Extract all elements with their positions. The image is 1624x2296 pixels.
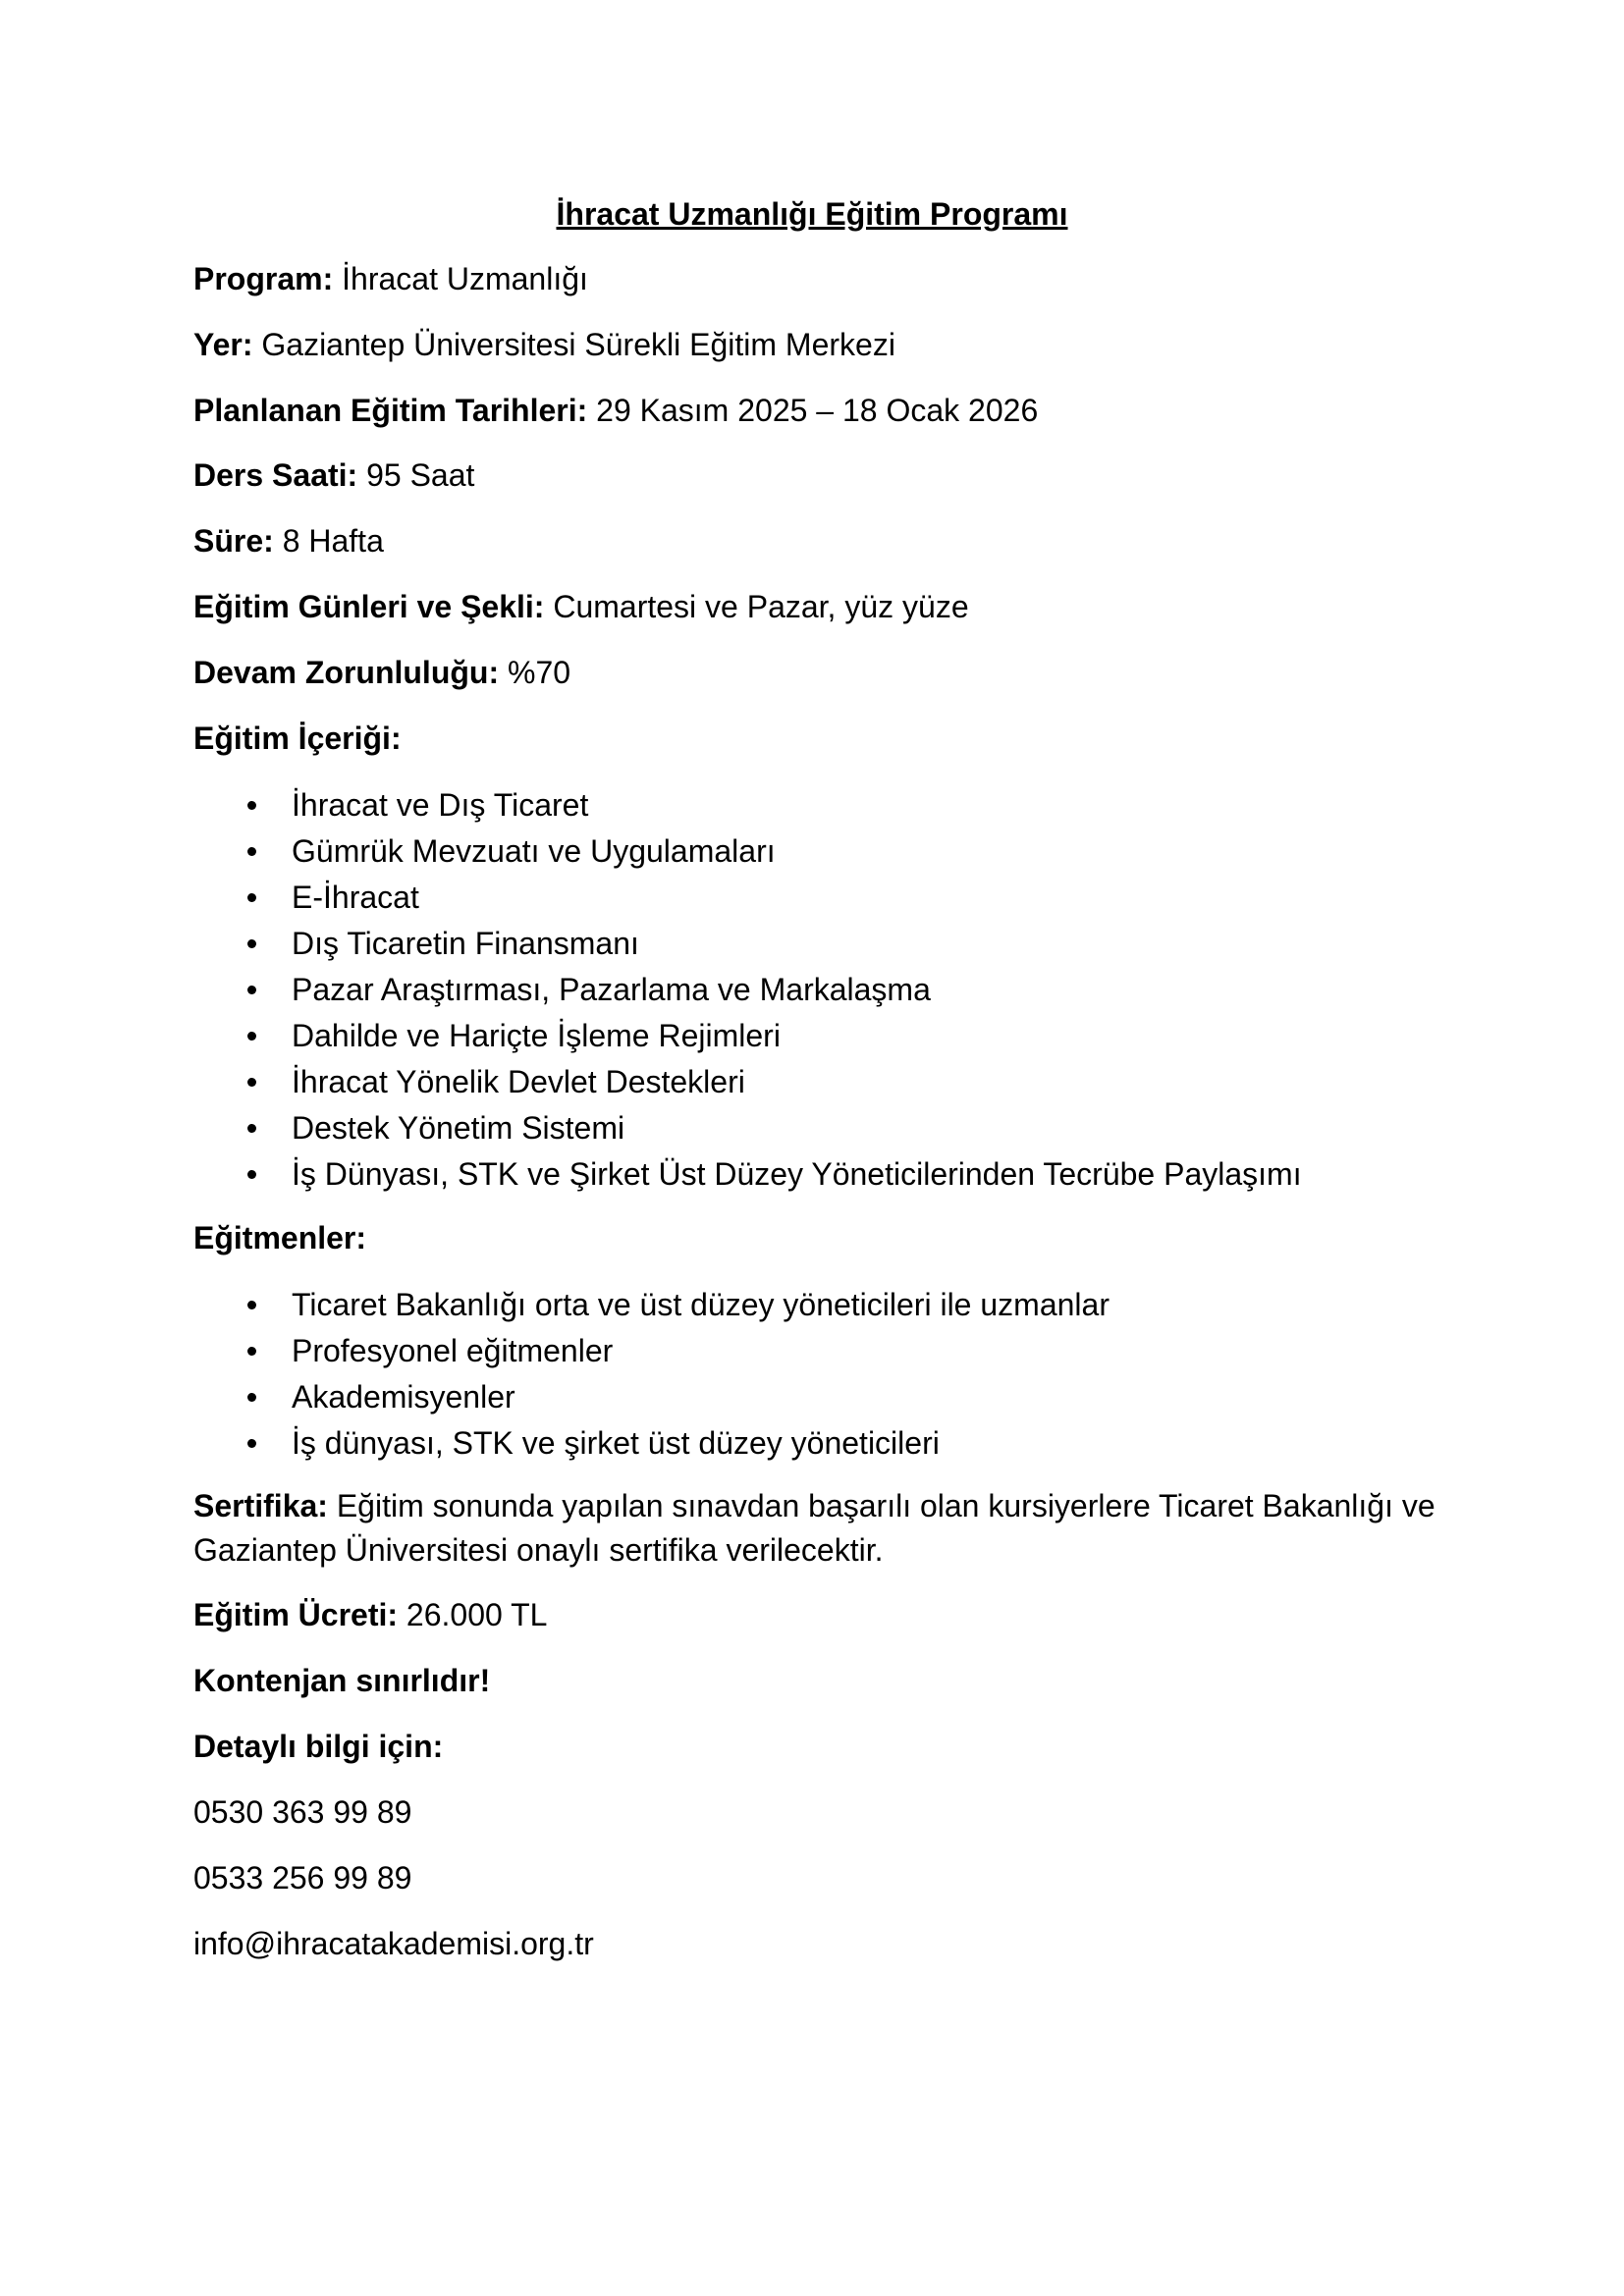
list-item-text: Dış Ticaretin Finansmanı xyxy=(292,926,639,961)
attendance-line xyxy=(193,653,570,692)
location-value: Gaziantep Üniversitesi Sürekli Eğitim Merkezi xyxy=(252,327,895,362)
bullet-icon xyxy=(247,1032,256,1041)
bullet-icon xyxy=(247,1393,256,1402)
location-line xyxy=(193,325,895,364)
bullet-icon xyxy=(247,1078,256,1087)
dates-label: Planlanan Eğitim Tarihleri: xyxy=(193,393,588,428)
phone-number-2: 0533 256 99 89 xyxy=(193,1860,412,1896)
list-item-text: İhracat Yönelik Devlet Destekleri xyxy=(292,1064,745,1099)
list-item-text: Profesyonel eğitmenler xyxy=(292,1333,614,1368)
list-item-text: Destek Yönetim Sistemi xyxy=(292,1110,625,1146)
duration-line xyxy=(193,521,384,561)
certificate-label: Sertifika: xyxy=(193,1488,328,1523)
phone-number-1: 0530 363 99 89 xyxy=(193,1794,412,1830)
bullet-icon xyxy=(247,1439,256,1448)
hours-value: 95 Saat xyxy=(357,457,475,493)
hours-line xyxy=(193,455,474,495)
program-line xyxy=(193,259,588,298)
bullet-icon xyxy=(247,847,256,856)
fee-label: Eğitim Ücreti: xyxy=(193,1597,399,1632)
list-item-text: Akademisyenler xyxy=(292,1379,515,1415)
contact-heading: Detaylı bilgi için: xyxy=(193,1729,444,1764)
dates-line xyxy=(193,391,1038,430)
duration-value: 8 Hafta xyxy=(273,523,384,559)
program-label: Program: xyxy=(193,261,334,296)
list-item-text: Dahilde ve Hariçte İşleme Rejimleri xyxy=(292,1018,781,1053)
bullet-icon xyxy=(247,801,256,810)
list-item-text: E-İhracat xyxy=(292,880,419,915)
bullet-icon xyxy=(247,986,256,994)
schedule-line xyxy=(193,587,969,626)
quota-notice: Kontenjan sınırlıdır! xyxy=(193,1663,491,1698)
list-item-text: İhracat ve Dış Ticaret xyxy=(292,787,589,823)
hours-label: Ders Saati: xyxy=(193,457,358,493)
duration-label: Süre: xyxy=(193,523,274,559)
certificate-text: Eğitim sonunda yapılan sınavdan başarılı olan kursiyerlere Ticaret Bakanlığı ve Gaziantep Üniversitesi onaylı sertifika verilecektir. xyxy=(193,1488,1435,1568)
dates-value: 29 Kasım 2025 – 18 Ocak 2026 xyxy=(587,393,1039,428)
list-item-text: Gümrük Mevzuatı ve Uygulamaları xyxy=(292,833,776,869)
list-item-text: Pazar Araştırması, Pazarlama ve Markalaşma xyxy=(292,972,931,1007)
trainers-heading: Eğitmenler: xyxy=(193,1220,367,1255)
bullet-icon xyxy=(247,939,256,948)
bullet-icon xyxy=(247,1301,256,1309)
list-item-text: İş Dünyası, STK ve Şirket Üst Düzey Yöneticilerinden Tecrübe Paylaşımı xyxy=(292,1156,1302,1192)
list-item-text: İş dünyası, STK ve şirket üst düzey yöneticileri xyxy=(292,1425,940,1461)
email-address[interactable]: info@ihracatakademisi.org.tr xyxy=(193,1926,594,1961)
location-label: Yer: xyxy=(193,327,253,362)
page-title: İhracat Uzmanlığı Eğitim Programı xyxy=(556,196,1068,232)
schedule-label: Eğitim Günleri ve Şekli: xyxy=(193,589,545,624)
fee-value: 26.000 TL xyxy=(398,1597,548,1632)
schedule-value: Cumartesi ve Pazar, yüz yüze xyxy=(544,589,969,624)
content-heading: Eğitim İçeriği: xyxy=(193,721,402,756)
bullet-icon xyxy=(247,1170,256,1179)
attendance-label: Devam Zorunluluğu: xyxy=(193,655,500,690)
attendance-value: %70 xyxy=(499,655,571,690)
bullet-icon xyxy=(247,893,256,902)
bullet-icon xyxy=(247,1347,256,1356)
certificate-paragraph xyxy=(193,1484,1470,1573)
fee-line xyxy=(193,1595,547,1634)
bullet-icon xyxy=(247,1124,256,1133)
program-value: İhracat Uzmanlığı xyxy=(333,261,588,296)
list-item-text: Ticaret Bakanlığı orta ve üst düzey yöneticileri ile uzmanlar xyxy=(292,1287,1110,1322)
